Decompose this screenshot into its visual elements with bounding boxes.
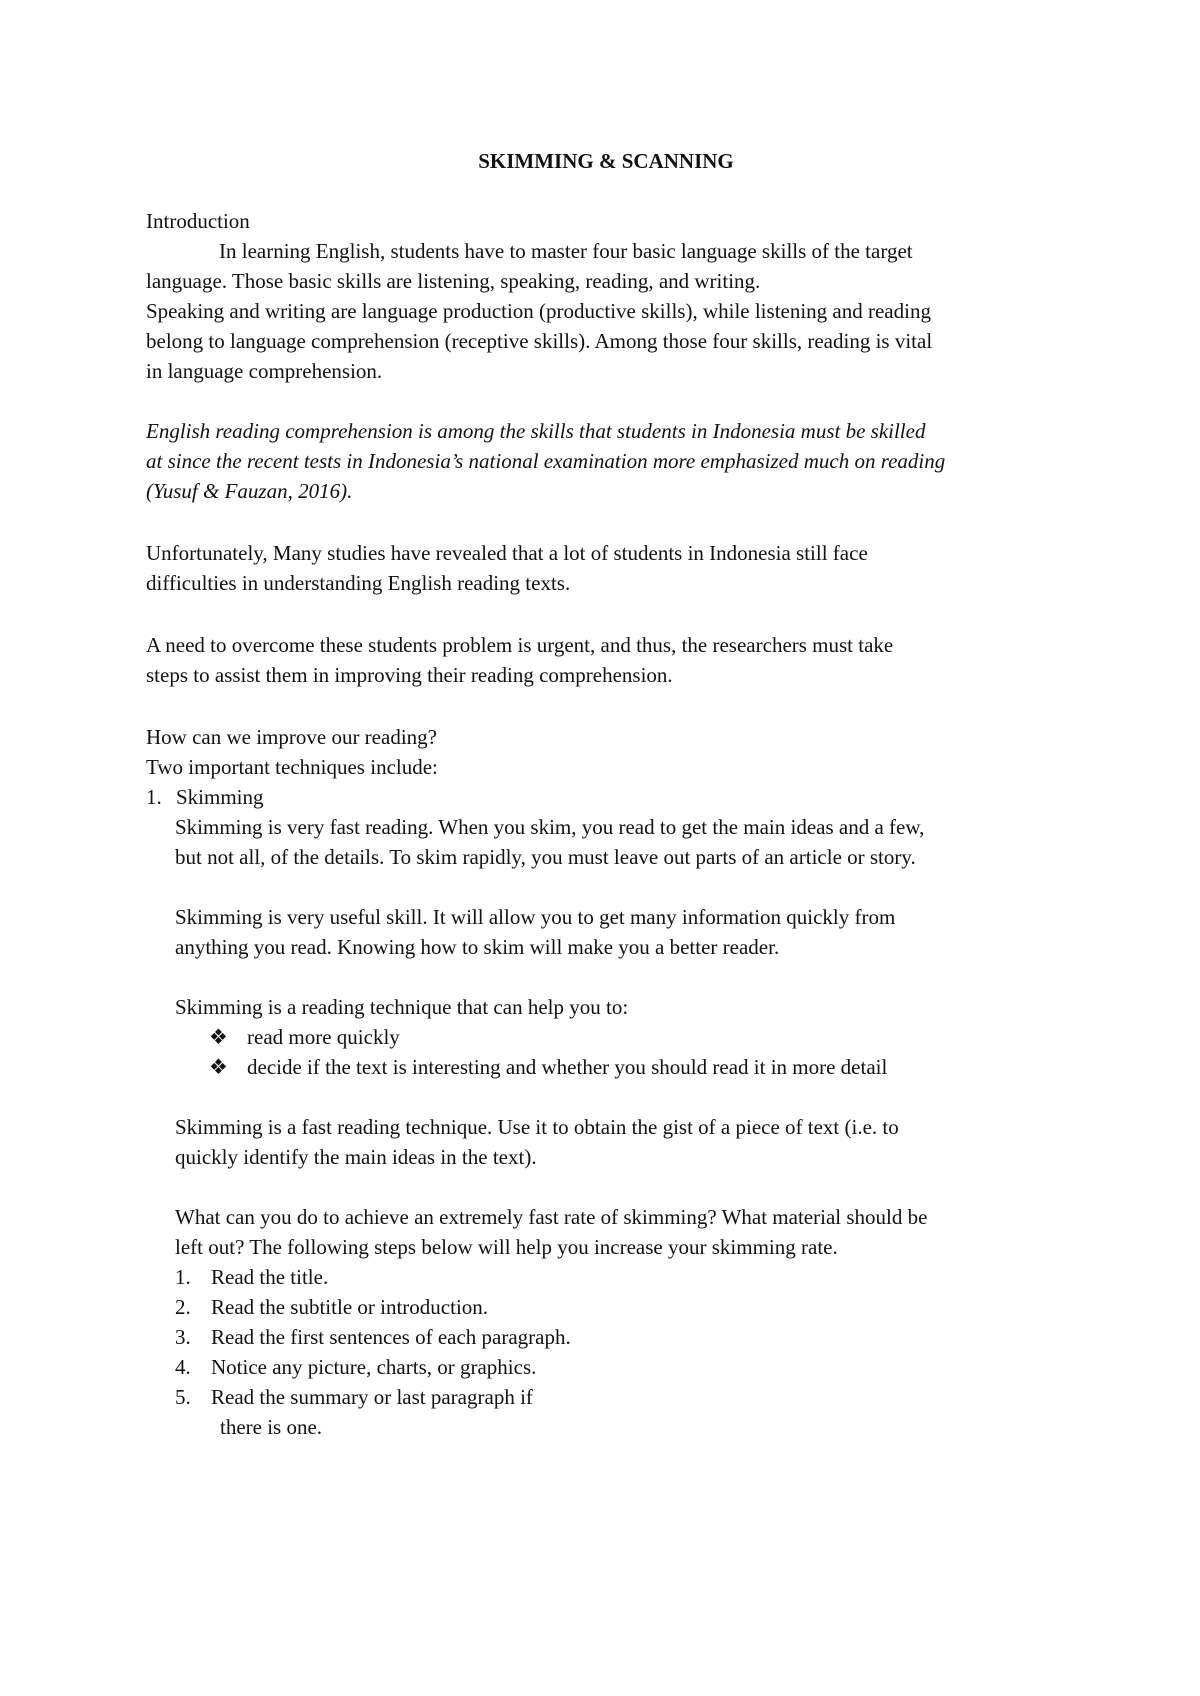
technique-1 xyxy=(146,782,1066,812)
step-text: Read the title. xyxy=(211,1265,329,1289)
quote-line2: at since the recent tests in Indonesia’s national examination more emphasized much on reading xyxy=(146,449,946,473)
intro-p2-line2: belong to language comprehension (receptive skills). Among those four skills, reading is vital xyxy=(146,329,933,353)
skim-p5-line2: left out? The following steps below will help you increase your skimming rate. xyxy=(175,1235,838,1259)
skim-paragraph-1 xyxy=(175,812,1066,872)
skim-p5-line1: What can you do to achieve an extremely fast rate of skimming? What material should be xyxy=(175,1205,928,1229)
technique-1-label: Skimming xyxy=(176,785,264,809)
step-number: 5. xyxy=(175,1385,191,1409)
step-number: 4. xyxy=(175,1355,191,1379)
step-text: Read the first sentences of each paragraph. xyxy=(211,1325,571,1349)
step-number: 1. xyxy=(175,1265,191,1289)
skim-p2-line1: Skimming is very useful skill. It will allow you to get many information quickly from xyxy=(175,905,896,929)
step-item xyxy=(175,1382,1066,1412)
step-text: Read the subtitle or introduction. xyxy=(211,1295,489,1319)
step-5-continuation: there is one. xyxy=(220,1415,323,1439)
bullet-text: decide if the text is interesting and whether you should read it in more detail xyxy=(247,1055,888,1079)
skim-paragraph-5 xyxy=(175,1202,1066,1262)
p4-line1: A need to overcome these students problem is urgent, and thus, the researchers must take xyxy=(146,633,894,657)
technique-1-number: 1. xyxy=(146,785,162,809)
intro-heading: Introduction xyxy=(146,209,250,233)
intro-p2-line1: Speaking and writing are language production (productive skills), while listening and reading xyxy=(146,299,931,323)
intro-p2-line3: in language comprehension. xyxy=(146,359,383,383)
techniques-intro: Two important techniques include: xyxy=(146,755,438,779)
step-item xyxy=(175,1262,1066,1292)
skim-paragraph-4 xyxy=(175,1112,1066,1172)
skim-p4-line2: quickly identify the main ideas in the text). xyxy=(175,1145,537,1169)
step-item xyxy=(175,1292,1066,1322)
step-number: 3. xyxy=(175,1325,191,1349)
bullet-text: read more quickly xyxy=(247,1025,400,1049)
intro-paragraph-1 xyxy=(146,236,1066,296)
skim-p1-line2: but not all, of the details. To skim rapidly, you must leave out parts of an article or story. xyxy=(175,845,916,869)
intro-p1-line1: In learning English, students have to master four basic language skills of the target xyxy=(219,239,913,263)
skim-paragraph-3: Skimming is a reading technique that can help you to: xyxy=(175,995,629,1019)
quote-paragraph xyxy=(146,416,1066,506)
paragraph-need xyxy=(146,630,1066,690)
paragraph-unfortunately xyxy=(146,538,1066,598)
p3-line1: Unfortunately, Many studies have revealed that a lot of students in Indonesia still face xyxy=(146,541,868,565)
quote-line1: English reading comprehension is among the skills that students in Indonesia must be skilled xyxy=(146,419,926,443)
bullet-item xyxy=(209,1052,1069,1082)
question-line: How can we improve our reading? xyxy=(146,725,437,749)
skim-p4-line1: Skimming is a fast reading technique. Use it to obtain the gist of a piece of text (i.e. to xyxy=(175,1115,899,1139)
bullet-item xyxy=(209,1022,1069,1052)
intro-paragraph-2 xyxy=(146,296,1066,386)
skim-p1-line1: Skimming is very fast reading. When you skim, you read to get the main ideas and a few, xyxy=(175,815,925,839)
p3-line2: difficulties in understanding English reading texts. xyxy=(146,571,571,595)
step-text: Read the summary or last paragraph if xyxy=(211,1385,533,1409)
step-item xyxy=(175,1352,1066,1382)
diamond-bullet-icon: ❖ xyxy=(209,1055,228,1079)
p4-line2: steps to assist them in improving their reading comprehension. xyxy=(146,663,673,687)
step-number: 2. xyxy=(175,1295,191,1319)
document-title: SKIMMING & SCANNING xyxy=(478,149,734,173)
step-item xyxy=(175,1322,1066,1352)
diamond-bullet-icon: ❖ xyxy=(209,1025,228,1049)
intro-p1-line2: language. Those basic skills are listening, speaking, reading, and writing. xyxy=(146,269,761,293)
skim-paragraph-2 xyxy=(175,902,1066,962)
step-text: Notice any picture, charts, or graphics. xyxy=(211,1355,537,1379)
quote-line3: (Yusuf & Fauzan, 2016). xyxy=(146,479,353,503)
skim-p2-line2: anything you read. Knowing how to skim will make you a better reader. xyxy=(175,935,780,959)
